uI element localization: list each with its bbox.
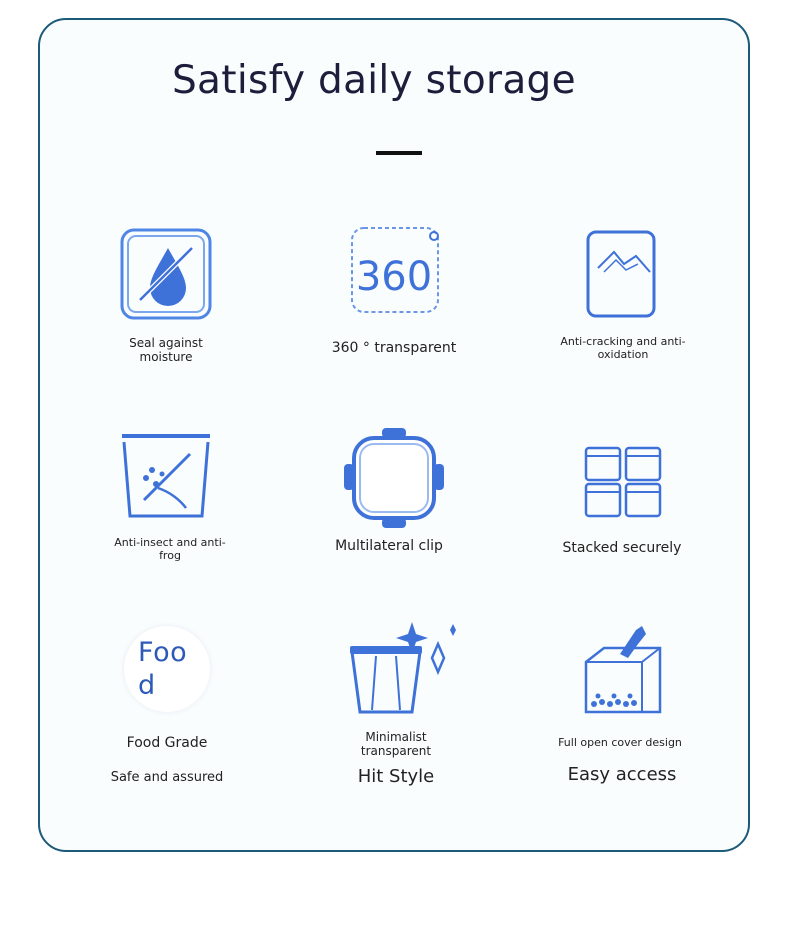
title-divider [376,151,422,155]
sparkle-container-icon [348,620,458,716]
feature-card [38,18,750,852]
food-grade-badge-text: Food [138,637,188,701]
cracked-panel-icon [580,228,664,318]
feature-label-minimalist: Minimalist transparent [360,730,432,758]
feature-label-stacked: Stacked securely [562,540,682,556]
stacked-boxes-icon [582,444,666,520]
360-view-icon [348,224,444,316]
feature-label-clip: Multilateral clip [335,538,443,554]
water-drop-slash-icon [118,226,214,322]
bug-slash-icon [118,430,214,522]
feature-sublabel-easy-access: Easy access [567,764,677,785]
feature-sublabel-hit-style: Hit Style [357,766,435,787]
svg-text:360: 360 [355,254,433,300]
clip-lid-icon [342,428,446,528]
feature-label-moisture: Seal against moisture [129,336,203,364]
feature-label-insect: Anti-insect and anti- frog [114,536,226,562]
feature-label-transparent: 360 ° transparent [331,340,457,356]
feature-label-full-open: Full open cover design [558,736,682,749]
feature-label-cracking: Anti-cracking and anti- oxidation [560,335,686,361]
feature-sublabel-safe: Safe and assured [110,770,224,785]
open-box-scoop-icon [580,624,670,718]
page-title: Satisfy daily storage [172,58,576,103]
feature-label-food-grade: Food Grade [126,735,208,751]
